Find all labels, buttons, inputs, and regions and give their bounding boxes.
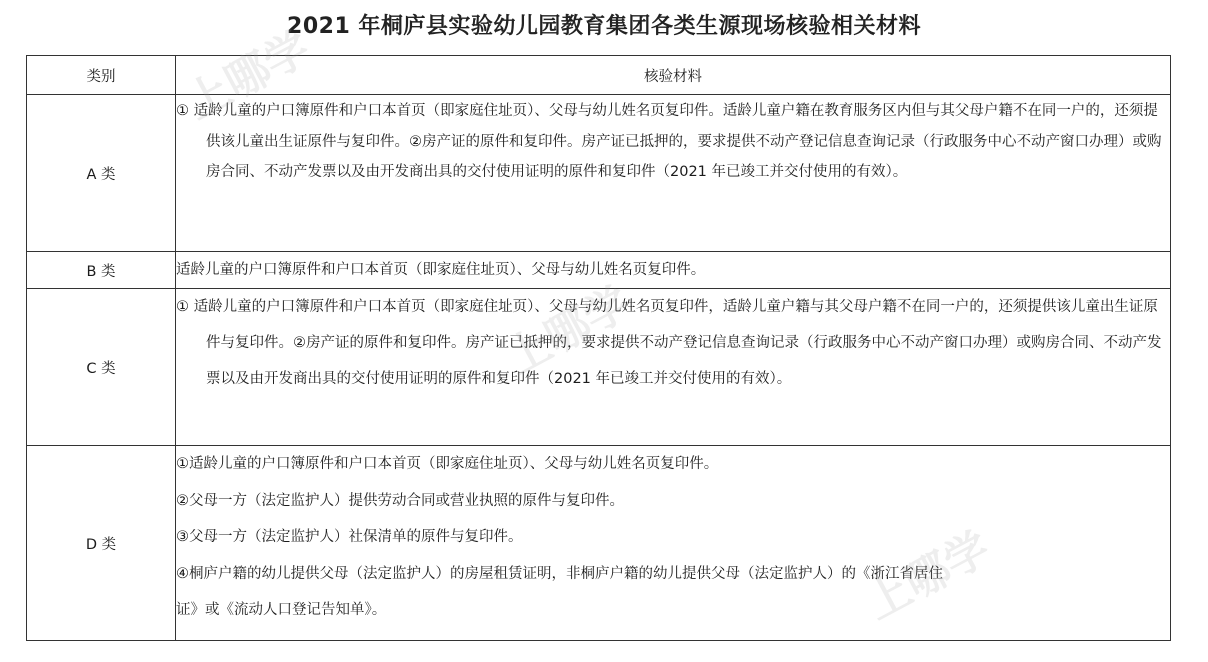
header-materials: 核验材料	[176, 56, 1171, 95]
table-row-a	[27, 95, 1171, 252]
table-row-b	[27, 252, 1171, 289]
table-header-row	[27, 56, 1171, 95]
category-cell-c: C 类	[27, 289, 176, 446]
materials-cell-b	[176, 252, 1171, 289]
watermark-3: 上哪学	[857, 522, 999, 630]
table-row-d	[27, 446, 1171, 641]
materials-cell-a	[176, 95, 1171, 252]
materials-line-d-1: ①适龄儿童的户口簿原件和户口本首页（即家庭住址页）、父母与幼儿姓名页复印件。	[176, 456, 719, 472]
document-title: 2021 年桐庐县实验幼儿园教育集团各类生源现场核验相关材料	[287, 14, 921, 39]
category-cell-a: A 类	[27, 95, 176, 252]
materials-cell-c	[176, 289, 1171, 446]
category-cell-b: B 类	[27, 252, 176, 289]
category-cell-d: D 类	[27, 446, 176, 641]
header-category: 类别	[27, 56, 176, 95]
watermark-1: 上哪学	[177, 22, 319, 130]
materials-table	[26, 55, 1171, 641]
table-row-c	[27, 289, 1171, 446]
materials-text-c: ① 适龄儿童的户口簿原件和户口本首页（即家庭住址页）、父母与幼儿姓名页复印件，适龄儿童户籍与其父母户籍不在同一户的，还须提供该儿童出生证原件与复印件。②房产证的原件和复印件。房产证已抵押的，要求提供不动产登记信息查询记录（行政服务中心不动产窗口办理）或购房合同、不动产发票以及由开发商出具的交付使用证明的原件和复印件（2021 年已竣工并交付使用的有效）。	[176, 299, 1162, 387]
materials-text-a: ① 适龄儿童的户口簿原件和户口本首页（即家庭住址页）、父母与幼儿姓名页复印件。适龄儿童户籍在教育服务区内但与其父母户籍不在同一户的，还须提供该儿童出生证原件与复印件。②房产证的原件和复印件。房产证已抵押的，要求提供不动产登记信息查询记录（行政服务中心不动产窗口办理）或购房合同、不动产发票以及由开发商出具的交付使用证明的原件和复印件（2021 年已竣工并交付使用的有效）。	[176, 103, 1162, 180]
materials-line-d-4: ④桐庐户籍的幼儿提供父母（法定监护人）的房屋租赁证明，非桐庐户籍的幼儿提供父母（法定监护人）的《浙江省居住	[176, 565, 943, 582]
materials-line-d-5: 证》或《流动人口登记告知单》。	[176, 602, 387, 618]
watermark-2: 上哪学	[497, 277, 639, 385]
materials-text-b: 适龄儿童的户口簿原件和户口本首页（即家庭住址页）、父母与幼儿姓名页复印件。	[176, 262, 706, 278]
materials-line-d-2: ②父母一方（法定监护人）提供劳动合同或营业执照的原件与复印件。	[176, 492, 624, 509]
materials-line-d-3: ③父母一方（法定监护人）社保清单的原件与复印件。	[176, 529, 523, 545]
materials-cell-d	[176, 446, 1171, 641]
